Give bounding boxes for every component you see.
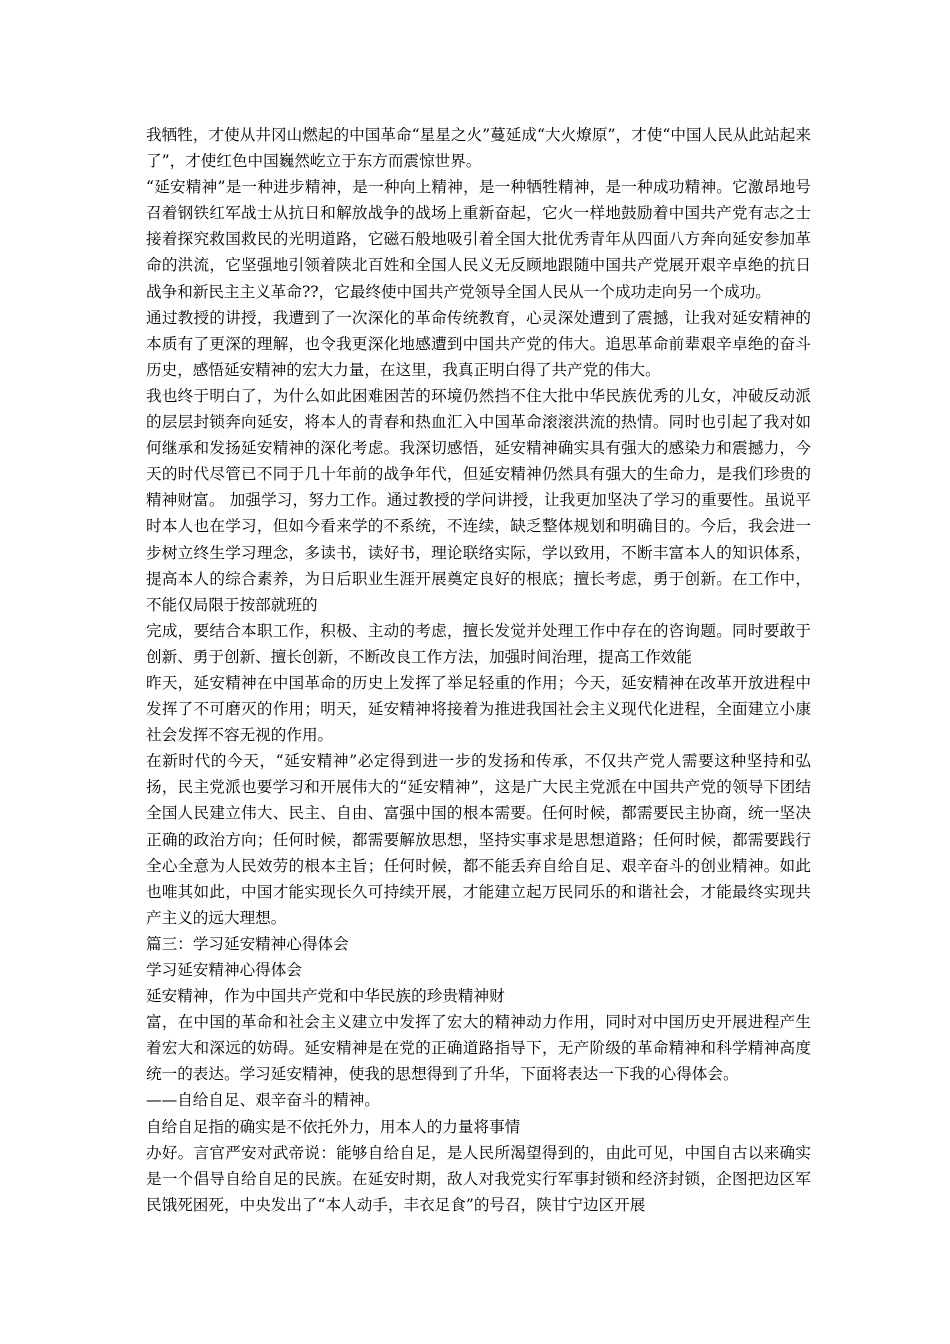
paragraph-12: 办好。言官严安对武帝说：能够自给自足，是人民所渴望得到的，由此可见，中国自古以来确实是一个倡导自给自足的民族。在延安时期，敌人对我党实行军事封锁和经济封锁，企图把边区军民饿死困死，中央发出了“本人动手，丰衣足食”的号召，陕甘宁边区开展	[146, 1143, 811, 1214]
paragraph-11: 自给自足指的确实是不依托外力，用本人的力量将事情	[146, 1117, 521, 1136]
paragraph-8: 延安精神，作为中国共产党和中华民族的珍贵精神财	[146, 987, 505, 1006]
paragraph-1: 我牺牲，才使从井冈山燃起的中国革命“星星之火”蔓延成“大火燎原”，才使“中国人民从此站起来了”，才使红色中国巍然屹立于东方而震惊世界。	[146, 126, 811, 171]
paragraph-5: 完成，要结合本职工作，积极、主动的考虑，擅长发觉并处理工作中存在的咨询题。同时要敢于创新、勇于创新、擅长创新，不断改良工作方法，加强时间治理，提高工作效能	[146, 621, 811, 666]
section-heading: 篇三：学习延安精神心得体会	[146, 934, 349, 953]
paragraph-6: 昨天，延安精神在中国革命的历史上发挥了举足轻重的作用；今天，延安精神在改革开放进程中发挥了不可磨灭的作用；明天，延安精神将接着为推进我国社会主义现代化进程，全面建立小康社会发挥不容无视的作用。	[146, 673, 811, 745]
paragraph-3: 通过教授的讲授，我遭到了一次深化的革命传统教育，心灵深处遭到了震撼，让我对延安精神的本质有了更深的理解，也令我更深化地感遭到中国共产党的伟大。追思革命前辈艰辛卓绝的奋斗历史，感悟延安精神的宏大力量，在这里，我真正明白得了共产党的伟大。	[146, 308, 811, 379]
article-title: 学习延安精神心得体会	[146, 961, 302, 979]
document-page	[146, 122, 811, 1218]
paragraph-2: “延安精神”是一种进步精神，是一种向上精神，是一种牺牲精神，是一种成功精神。它激昂地号召着钢铁红军战士从抗日和解放战争的战场上重新奋起，它火一样地鼓励着中国共产党有志之士接着探究救国救民的光明道路，它磁石般地吸引着全国大批优秀青年从四面八方奔向延安参加革命的洪流，它坚强地引领着陕北百姓和全国人民义无反顾地跟随中国共产党展开艰辛卓绝的抗日战争和新民主主义革命??，它最终使中国共产党领导全国人民从一个成功走向另一个成功。	[146, 178, 811, 301]
paragraph-9: 富，在中国的革命和社会主义建立中发挥了宏大的精神动力作用，同时对中国历史开展进程产生着宏大和深远的妨碍。延安精神是在党的正确道路指导下，无产阶级的革命精神和科学精神高度统一的表达。学习延安精神，使我的思想得到了升华，下面将表达一下我的心得体会。	[146, 1013, 811, 1084]
paragraph-10: ——自给自足、艰辛奋斗的精神。	[146, 1091, 380, 1110]
paragraph-4: 我也终于明白了，为什么如此困难困苦的环境仍然挡不住大批中华民族优秀的儿女，冲破反动派的层层封锁奔向延安，将本人的青春和热血汇入中国革命滚滚洪流的热情。同时也引起了我对如何继承和发扬延安精神的深化考虑。我深切感悟，延安精神确实具有强大的感染力和震撼力，今天的时代尽管已不同于几十年前的战争年代，但延安精神仍然具有强大的生命力，是我们珍贵的精神财富。 加强学习，努力工作。通过教授的学问讲授，让我更加坚决了学习的重要性。虽说平时本人也在学习，但如今看来学的不系统，不连续，缺乏整体规划和明确目的。今后，我会进一步树立终生学习理念，多读书，读好书，理论联络实际，学以致用，不断丰富本人的知识体系，提高本人的综合素养，为日后职业生涯开展奠定良好的根底；擅长考虑，勇于创新。在工作中，不能仅局限于按部就班的	[146, 386, 811, 614]
paragraph-7: 在新时代的今天，“延安精神”必定得到进一步的发扬和传承，不仅共产党人需要这种坚持和弘扬，民主党派也要学习和开展伟大的“延安精神”，这是广大民主党派在中国共产党的领导下团结全国人民建立伟大、民主、自由、富强中国的根本需要。任何时候，都需要民主协商，统一坚决正确的政治方向；任何时候，都需要解放思想，坚持实事求是思想道路；任何时候，都需要践行全心全意为人民效劳的根本主旨；任何时候，都不能丢弃自给自足、艰辛奋斗的创业精神。如此也唯其如此，中国才能实现长久可持续开展，才能建立起万民同乐的和谐社会，才能最终实现共产主义的远大理想。	[146, 752, 811, 927]
